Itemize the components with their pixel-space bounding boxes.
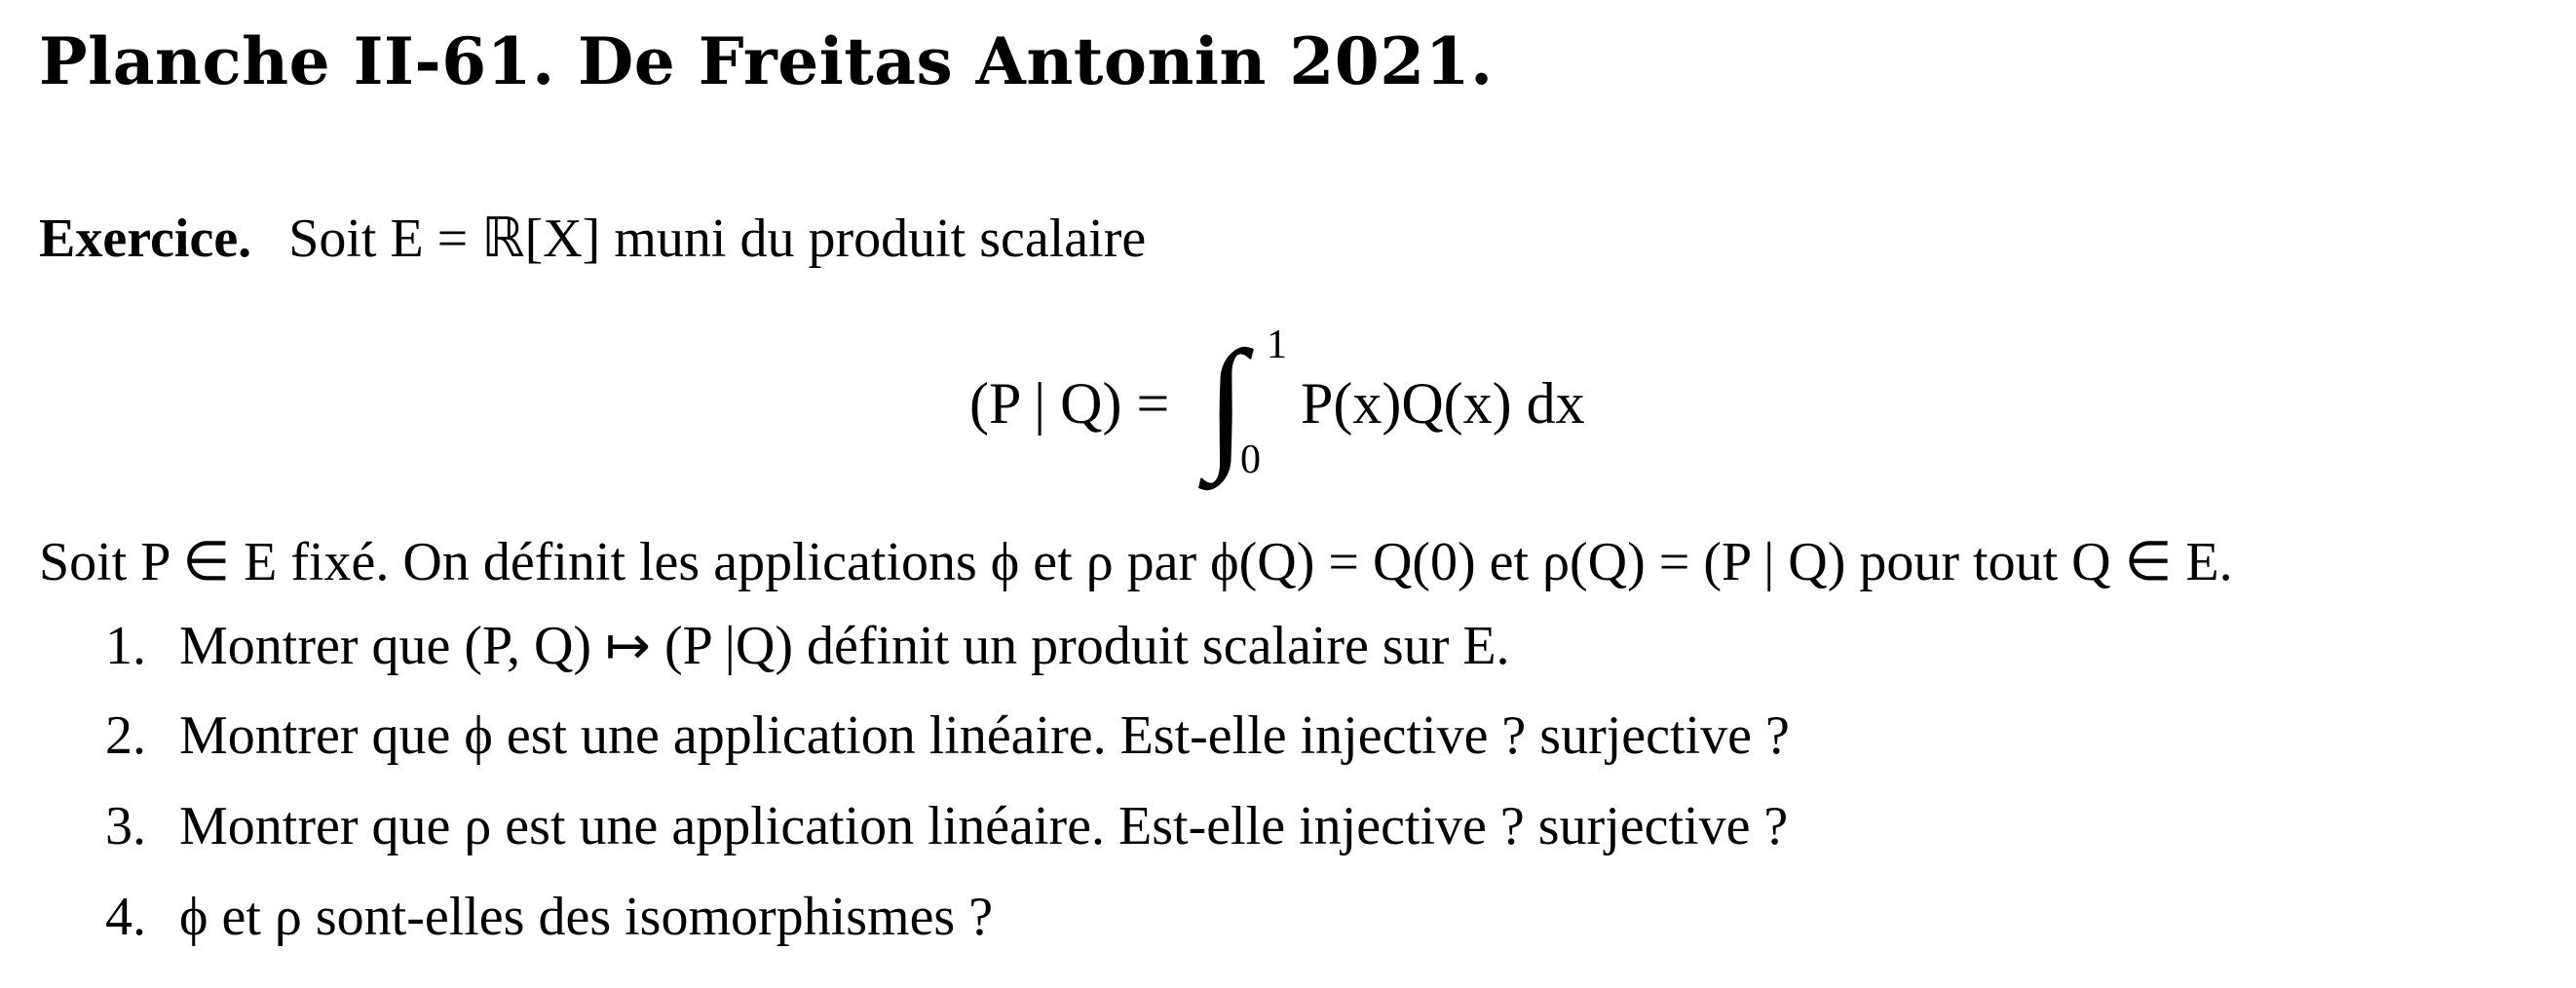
integral-lower-bound: 0 bbox=[1240, 437, 1261, 482]
list-item bbox=[105, 614, 1790, 704]
question-number: 1. bbox=[105, 616, 146, 676]
formula-integrand: P(x)Q(x) dx bbox=[1301, 371, 1585, 436]
integral-sign: ∫ bbox=[1206, 322, 1247, 483]
list-item bbox=[105, 886, 1790, 976]
question-text: Montrer que ρ est une application linéaire. Est-elle injective ? surjective ? bbox=[179, 796, 1789, 856]
exercise-label: Exercice. bbox=[39, 209, 252, 269]
scalar-product-formula bbox=[0, 322, 2576, 487]
question-text: Montrer que (P, Q) ↦ (P |Q) définit un produit scalaire sur E. bbox=[179, 616, 1510, 676]
exercise-statement bbox=[39, 207, 1146, 270]
definition-paragraph: Soit P ∈ E fixé. On définit les applications ϕ et ρ par ϕ(Q) = Q(0) et ρ(Q) = (P | Q) pour tout Q ∈ E. bbox=[39, 532, 2233, 592]
question-text: ϕ et ρ sont-elles des isomorphismes ? bbox=[179, 887, 994, 947]
integral-upper-bound: 1 bbox=[1267, 323, 1287, 367]
question-text: Montrer que ϕ est une application linéaire. Est-elle injective ? surjective ? bbox=[179, 705, 1790, 766]
question-number: 4. bbox=[105, 887, 146, 947]
question-list bbox=[105, 614, 1790, 976]
list-item bbox=[105, 795, 1790, 886]
question-number: 2. bbox=[105, 705, 146, 766]
question-number: 3. bbox=[105, 796, 146, 856]
list-item bbox=[105, 704, 1790, 795]
page-title: Planche II-61. De Freitas Antonin 2021. bbox=[39, 23, 1494, 99]
exercise-intro: Soit E = ℝ[X] muni du produit scalaire bbox=[288, 209, 1147, 269]
formula-lhs: (P | Q) = bbox=[969, 371, 1170, 436]
